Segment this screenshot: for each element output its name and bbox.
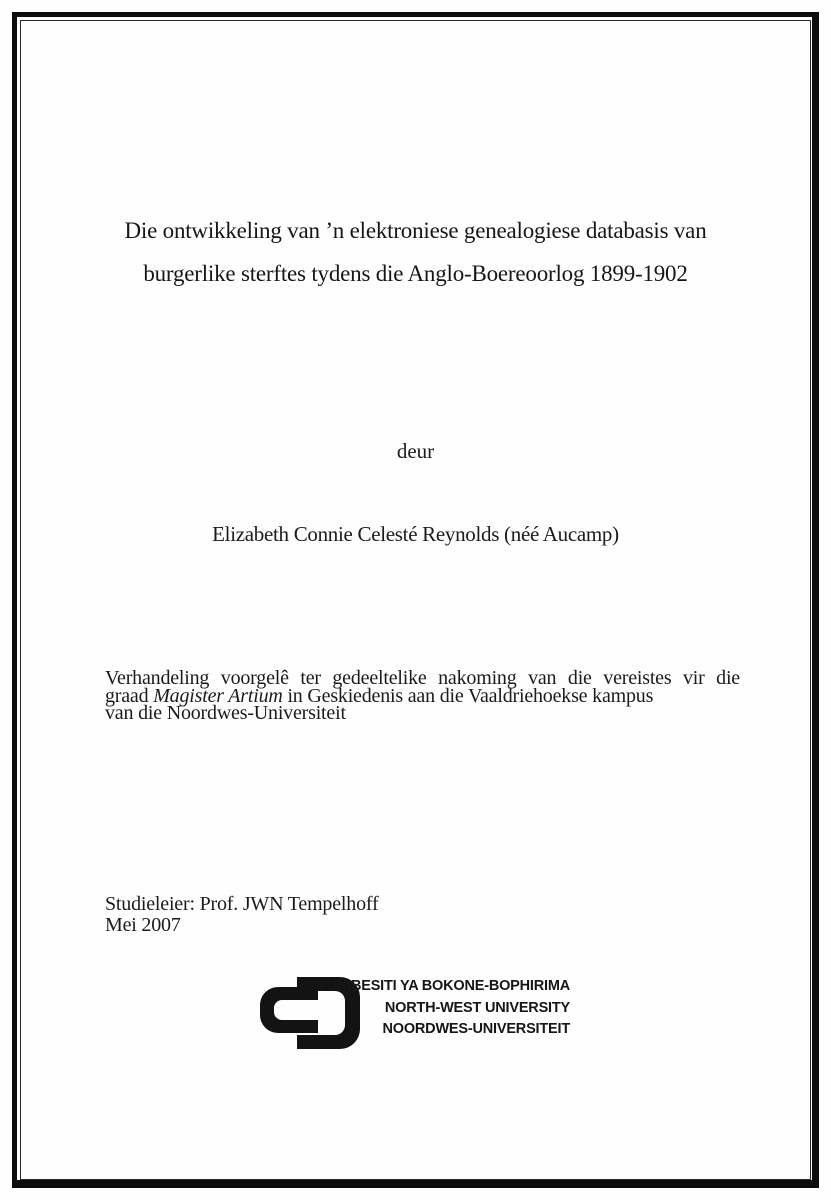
thesis-title [0, 209, 831, 295]
magister-artium-italic: Magister Artium [153, 684, 283, 707]
statement-line-2-prefix: graad [105, 684, 154, 707]
supervisor-block [105, 894, 378, 936]
logo-line-1: YUNIBESITI YA BOKONE-BOPHIRIMA [317, 978, 570, 994]
logo-line-2: NORTH-WEST UNIVERSITY [384, 999, 570, 1016]
degree-statement [105, 667, 740, 724]
date-line: Mei 2007 [105, 914, 181, 936]
nwu-logo-text [317, 976, 570, 1041]
title-line-2: burgerlike sterftes tydens die Anglo-Boereoorlog 1899-1902 [143, 261, 688, 286]
logo-line-3: NOORDWES-UNIVERSITEIT [382, 1021, 570, 1037]
statement-line-2-suffix: in Geskiedenis aan die Vaaldriehoekse kampus [282, 684, 654, 707]
title-line-1: Die ontwikkeling van ’n elektroniese genealogiese databasis van [124, 218, 707, 243]
byline-deur: deur [396, 439, 435, 463]
statement-line-3: van die Noordwes-Universiteit [105, 702, 346, 724]
statement-line-1: Verhandeling voorgelê ter gedeeltelike nakoming van die vereistes vir die [105, 667, 740, 689]
supervisor-line: Studieleier: Prof. JWN Tempelhoff [105, 893, 379, 915]
nwu-logo [255, 971, 570, 1053]
author-name: Elizabeth Connie Celesté Reynolds (néé Aucamp) [212, 522, 619, 546]
